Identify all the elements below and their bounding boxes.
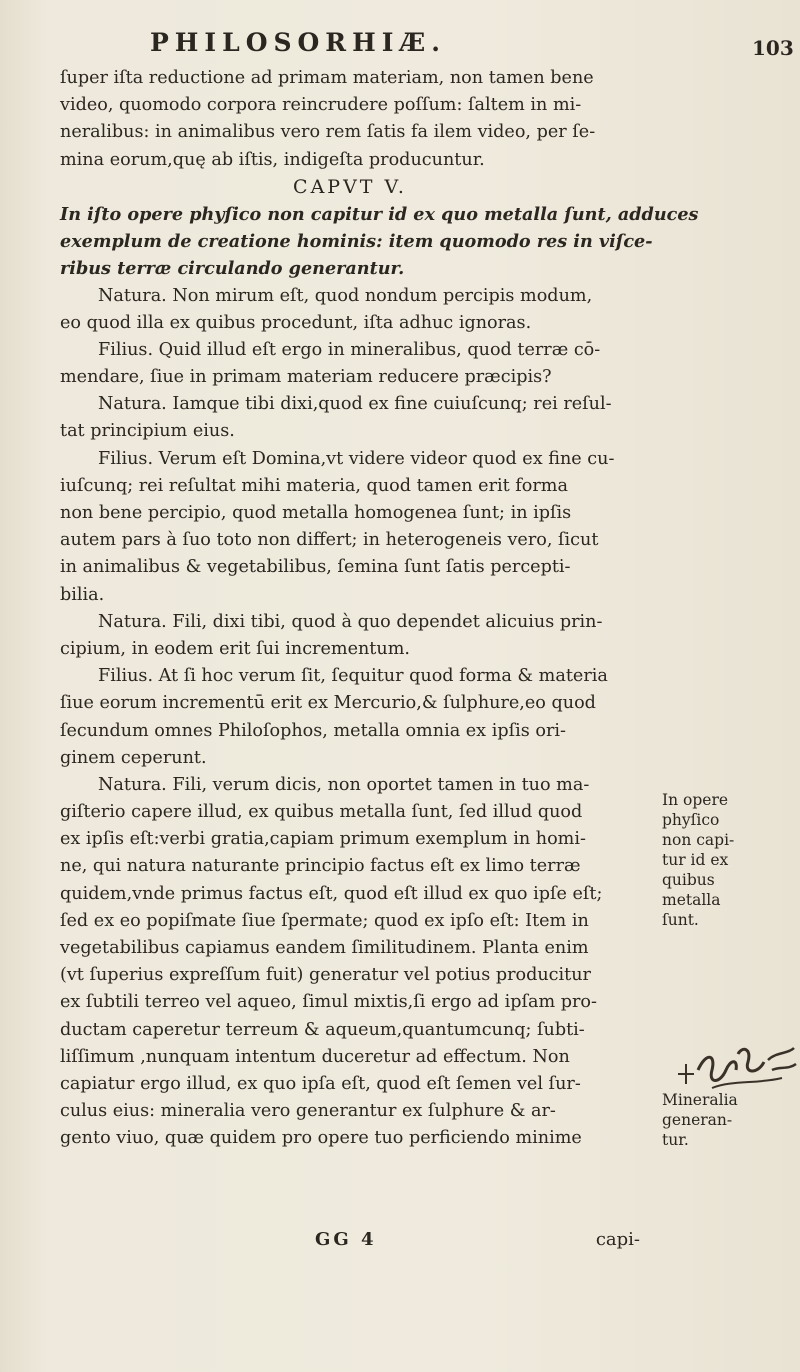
- text-line: iuſcunq; rei reſultat mihi materia, quod tamen erit forma: [60, 475, 568, 496]
- text-line: bilia.: [60, 584, 105, 605]
- margin-note-line: ſunt.: [662, 911, 699, 929]
- text-line: video, quomodo corpora reincrudere poſſum: ſaltem in mi-: [60, 95, 582, 116]
- text-line: ductam caperetur terreum & aqueum,quantumcunq; ſubti-: [60, 1019, 585, 1040]
- chapter-summary-line: ribus terræ circulando generantur.: [60, 258, 405, 280]
- margin-note-line: quibus: [662, 871, 715, 889]
- text-line: giſterio capere illud, ex quibus metalla ſunt, ſed illud quod: [60, 802, 583, 823]
- text-line: eo quod illa ex quibus procedunt, iſta adhuc ignoras.: [60, 312, 532, 333]
- text-line: capiatur ergo illud, ex quo ipſa eſt, quod eſt ſemen vel ſur-: [60, 1073, 581, 1094]
- catchword: capi-: [595, 1229, 640, 1250]
- text-line: ſuper iſta reductione ad primam materiam, non tamen bene: [60, 68, 594, 88]
- text-line: in animalibus & vegetabilibus, ſemina ſunt ſatis percepti-: [60, 557, 571, 578]
- text-line: liſſimum ,nunquam intentum duceretur ad effectum. Non: [60, 1046, 570, 1067]
- margin-note-line: tur id ex: [662, 851, 729, 869]
- dialogue-line-filius: Filius. Verum eſt Domina,vt videre videor quod ex fine cu-: [98, 448, 615, 469]
- dialogue-line-natura: Natura. Non mirum eſt, quod nondum percipis modum,: [98, 285, 593, 306]
- page-number: 103: [752, 36, 794, 60]
- text-line: tat principium eius.: [60, 421, 235, 442]
- text-line: mina eorum,quę ab iſtis, indigeſta producuntur.: [60, 149, 485, 170]
- text-line: autem pars à ſuo toto non differt; in heterogeneis vero, ſicut: [60, 530, 599, 551]
- text-line: ex ſubtili terreo vel aqueo, ſimul mixtis,ſi ergo ad ipſam pro-: [60, 992, 597, 1013]
- margin-note-line: generan-: [662, 1111, 733, 1129]
- text-line: cipium, in eodem erit ſui incrementum.: [60, 638, 410, 659]
- text-line: neralibus: in animalibus vero rem ſatis fa ilem video, per ſe-: [60, 122, 596, 143]
- text-line: ſecundum omnes Philoſophos, metalla omnia ex ipſis ori-: [60, 720, 566, 741]
- chapter-summary-line: exemplum de creatione hominis: item quomodo res in viſce-: [60, 231, 653, 253]
- running-title: PHILOSORHIÆ.: [150, 28, 446, 57]
- page-footer: [60, 1229, 640, 1256]
- text-line: ſed ex eo popiſmate ſiue ſpermate; quod ex ipſo eſt: Item in: [60, 910, 589, 931]
- signature-mark: GG 4: [315, 1229, 377, 1250]
- margin-note-line: Mineralia: [662, 1091, 738, 1109]
- margin-note-line: tur.: [662, 1131, 689, 1149]
- chapter-summary-line: In iſto opere phyſico non capitur id ex quo metalla ſunt, adduces: [60, 203, 699, 225]
- dialogue-line-natura: Natura. Iamque tibi dixi,quod ex fine cuiuſcunq; rei reſul-: [98, 394, 612, 415]
- dialogue-line-natura: Natura. Fili, verum dicis, non oportet tamen in tuo ma-: [98, 774, 590, 795]
- margin-note-line: In opere: [662, 791, 729, 809]
- text-line: non bene percipio, quod metalla homogenea ſunt; in ipſis: [60, 503, 572, 523]
- text-line: ne, qui natura naturante principio factus eſt ex limo terræ: [60, 856, 581, 877]
- chapter-heading: CAPVT V.: [293, 175, 407, 198]
- text-line: mendare, ſiue in primam materiam reducere præcipis?: [60, 367, 552, 388]
- margin-note-opere-physico: [662, 790, 742, 930]
- margin-note-line: metalla: [662, 891, 721, 909]
- margin-note-mineralia: [662, 1090, 742, 1150]
- text-line: culus eius: mineralia vero generantur ex ſulphure & ar-: [60, 1101, 556, 1122]
- text-line: gento viuo, quæ quidem pro opere tuo perficiendo minime: [60, 1128, 582, 1149]
- text-line: quidem,vnde primus factus eſt, quod eſt illud ex quo ipſe eſt;: [60, 883, 603, 904]
- text-line: (vt ſuperius expreſſum fuit) generatur vel potius producitur: [60, 965, 591, 986]
- text-line: vegetabilibus capiamus eandem ſimilitudinem. Planta enim: [60, 938, 589, 958]
- text-line: ex ipſis eſt:verbi gratia,capiam primum exemplum in homi-: [60, 829, 586, 850]
- dialogue-line-filius: Filius. At ſi hoc verum ſit, ſequitur quod forma & materia: [98, 666, 608, 687]
- dialogue-line-filius: Filius. Quid illud eſt ergo in mineralibus, quod terræ cō-: [98, 339, 601, 360]
- dialogue-line-natura: Natura. Fili, dixi tibi, quod à quo dependet alicuius prin-: [98, 611, 603, 632]
- margin-note-line: phyſico: [662, 811, 720, 829]
- text-line: ſiue eorum incrementū erit ex Mercurio,& ſulphure,eo quod: [60, 693, 596, 714]
- text-line: ginem ceperunt.: [60, 747, 207, 768]
- margin-note-line: non capi-: [662, 831, 735, 849]
